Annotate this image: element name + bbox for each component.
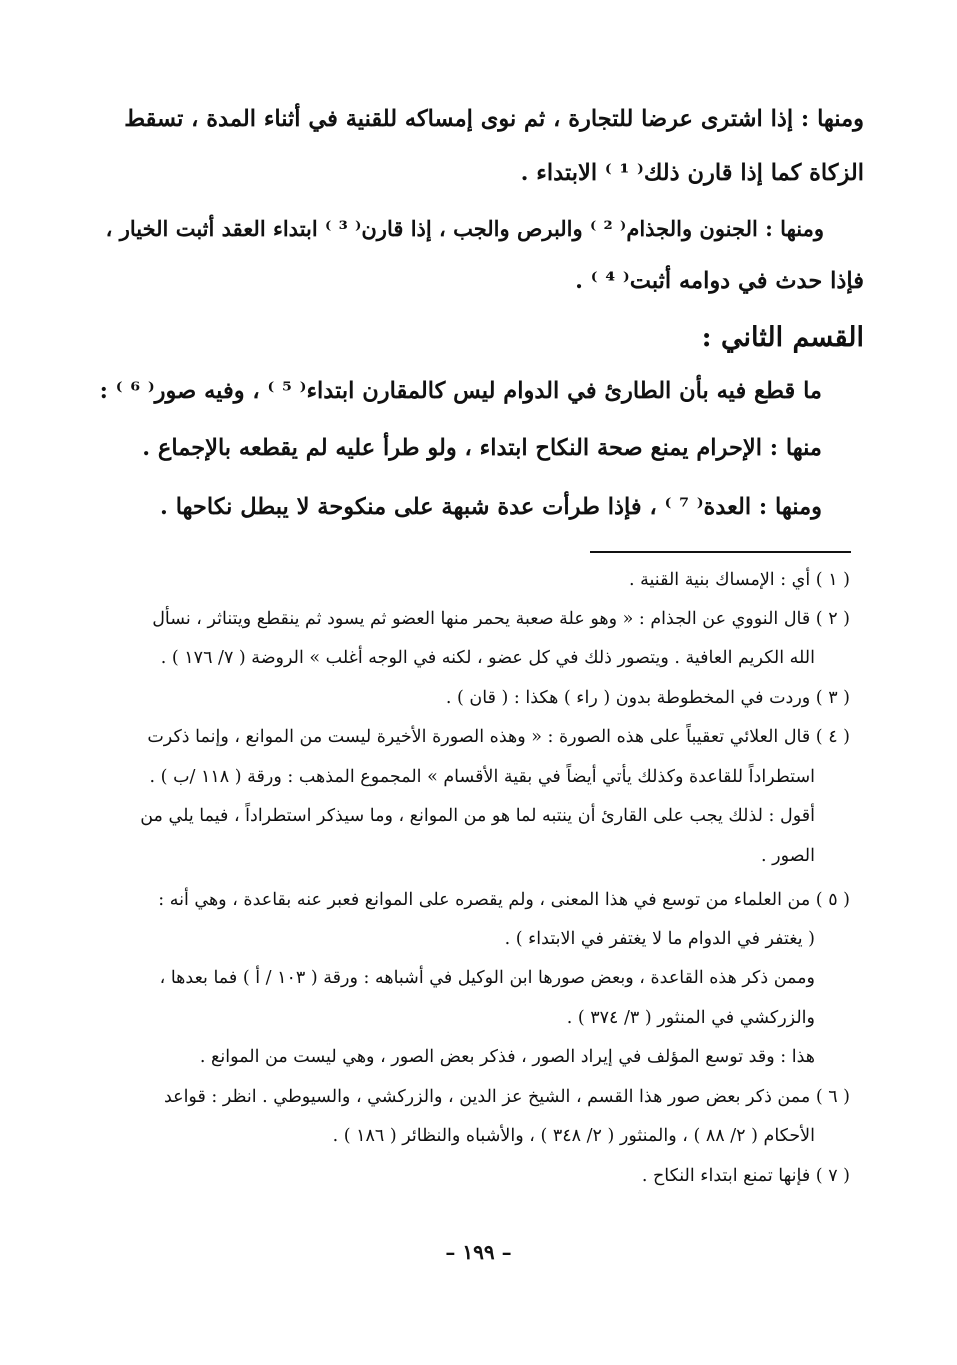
footnote-line: والزركشي في المنثور ( ٣/ ٣٧٤ ) . xyxy=(566,1008,815,1028)
page-number: – ١٩٩ – xyxy=(445,1240,512,1264)
body-line: ما قطع فيه بأن الطارئ في الدوام ليس كالمقارن ابتداء⁽ ⁵ ⁾ ، وفيه صور⁽ ⁶ ⁾ : xyxy=(99,378,822,404)
footnote-line: ( ٤ ) قال العلائي تعقيباً على هذه الصورة : « وهذه الصورة الأخيرة ليست من الموانع ، وإنما ذكرت xyxy=(147,727,850,747)
footnote-line: ( ٦ ) ممن ذكر بعض صور هذا القسم ، الشيخ عز الدين ، والزركشي ، والسيوطي . انظر : قواعد xyxy=(163,1087,850,1107)
body-line: ومنها : الجنون والجذام⁽ ² ⁾ والبرص والجب ، إذا قارن⁽ ³ ⁾ ابتداء العقد أثبت الخيار ، xyxy=(105,216,824,241)
footnote-line: الله الكريم العافية . ويتصور ذلك في كل عضو ، لكنه في الوجه أغلب » الروضة ( ٧/ ١٧٦ ) . xyxy=(160,648,815,668)
footnote-line: ( ١ ) أي : الإمساك بنية القنية . xyxy=(629,570,850,590)
footnote-line: الأحكام ( ٢/ ٨٨ ) ، والمنثور ( ٢/ ٣٤٨ ) ، والأشباه والنظائر ( ١٨٦ ) . xyxy=(332,1126,815,1146)
footnote-line: استطراداً للقاعدة وكذلك يأتي أيضاً في بقية الأقسام » المجموع المذهب : ورقة ( ١١٨ /ب ) . xyxy=(149,767,815,787)
footnote-separator xyxy=(590,551,851,553)
footnote-line: وممن ذكر هذه القاعدة ، وبعض صورها ابن الوكيل في أشباهه : ورقة ( ١٠٣ / أ ) فما بعدها ، xyxy=(159,968,815,988)
body-line: منها : الإحرام يمنع صحة النكاح ابتداء ، ولو طرأ عليه لم يقطعه بالإجماع . xyxy=(142,435,822,461)
body-line: الزكاة كما إذا قارن ذلك⁽ ¹ ⁾ الابتداء . xyxy=(520,160,864,186)
body-line: فإذا حدث في دوامه أثبت⁽ ⁴ ⁾ . xyxy=(575,268,864,294)
footnote-line: ( يغتفر في الدوام ما لا يغتفر في الابتداء ) . xyxy=(504,929,815,949)
footnote-line: ( ٥ ) من العلماء من توسع في هذا المعنى ، ولم يقصره على الموانع فعبر عنه بقاعدة ، وهي أنه : xyxy=(158,890,850,910)
footnote-line: الصور . xyxy=(761,846,815,866)
body-line: ومنها : إذا اشترى عرضا للتجارة ، ثم نوى إمساكه للقنية في أثناء المدة ، تسقط xyxy=(124,106,864,132)
footnote-line: ( ٧ ) فإنها تمنع ابتداء النكاح . xyxy=(641,1166,850,1186)
footnote-line: هذا : وقد توسع المؤلف في إيراد الصور ، فذكر بعض الصور ، وهي ليست من الموانع . xyxy=(199,1047,815,1067)
footnote-line: أقول : لذلك يجب على القارئ أن ينتبه لما هو من الموانع ، وما سيذكر استطراداً ، فيما يلي من xyxy=(140,806,815,826)
body-line: ومنها : العدة⁽ ⁷ ⁾ ، فإذا طرأت عدة شبهة على منكوحة لا يبطل نكاحها . xyxy=(160,494,822,520)
footnote-line: ( ٣ ) وردت في المخطوطة بدون ( راء ) هكذا : ( قان ) . xyxy=(445,688,850,708)
footnote-line: ( ٢ ) قال النووي عن الجذام : « وهو علة صعبة يحمر منها العضو ثم يسود ثم ينقطع ويتناثر ، نسأل xyxy=(152,609,850,629)
section-heading: القسم الثاني : xyxy=(701,322,864,353)
